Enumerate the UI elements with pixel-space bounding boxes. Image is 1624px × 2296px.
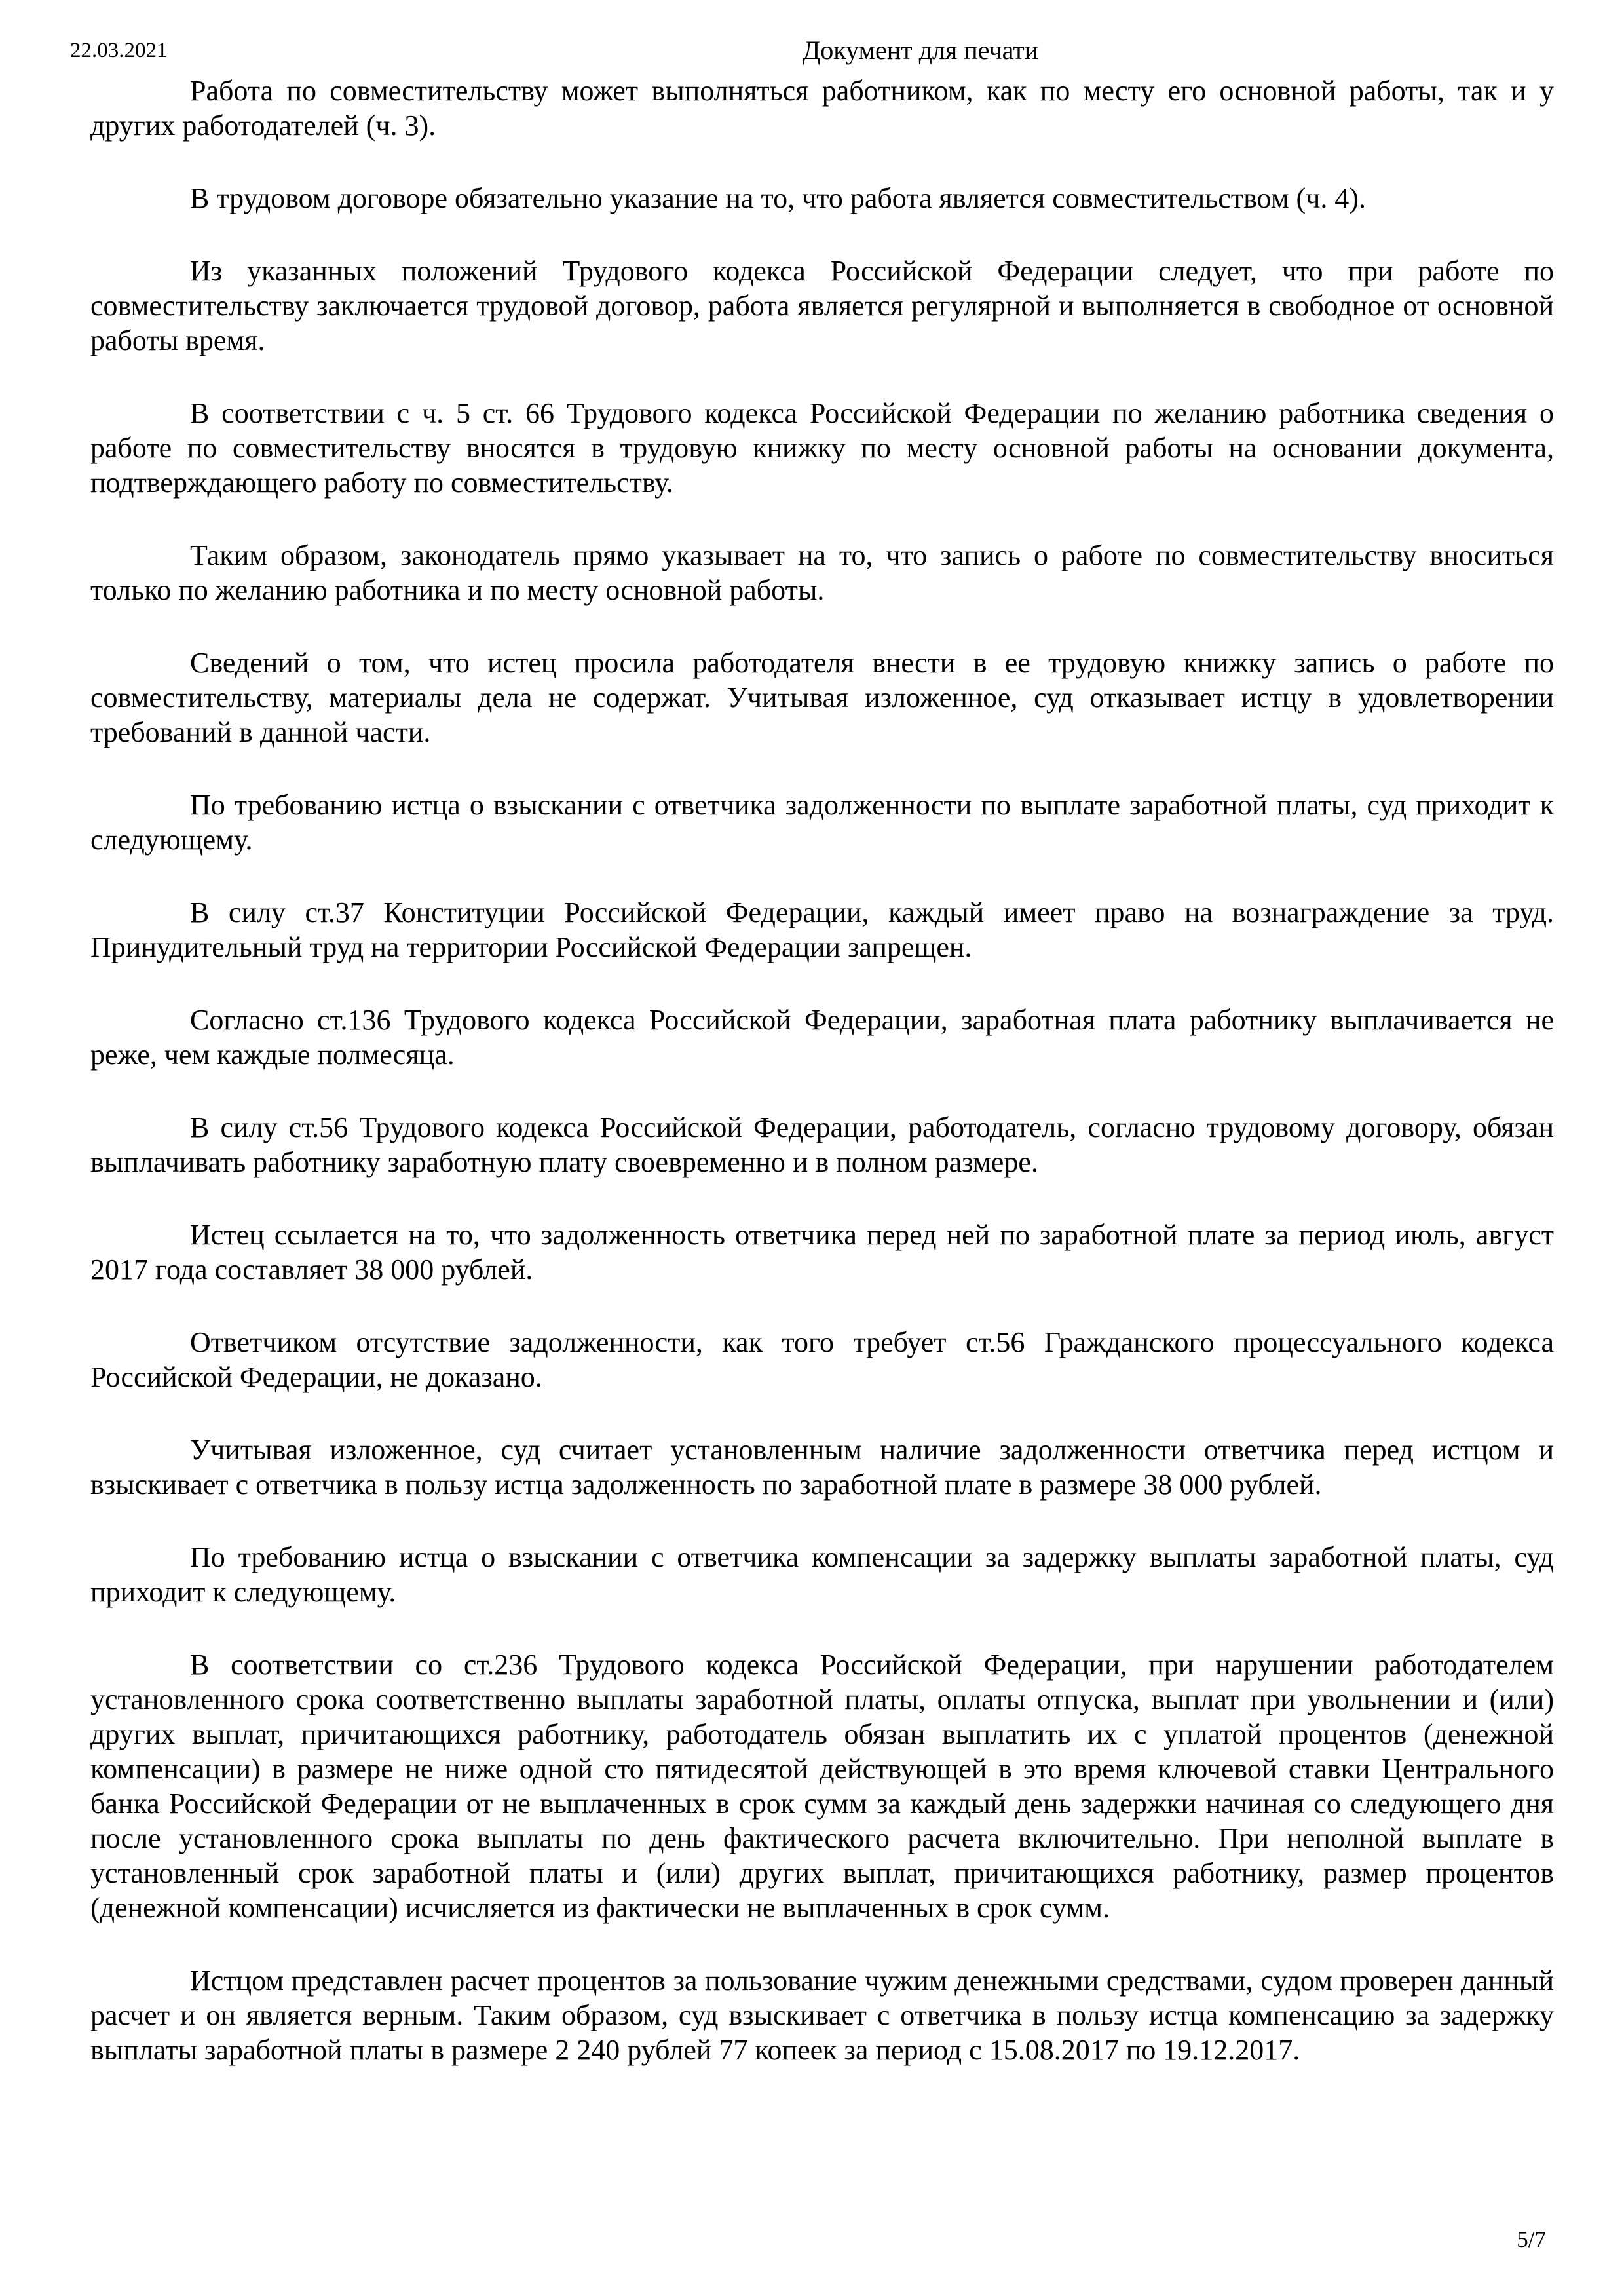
paragraph: Таким образом, законодатель прямо указывает на то, что запись о работе по совместительству вноситься только по желанию работника и по месту основной работы.: [90, 539, 1554, 606]
paragraph: Истцом представлен расчет процентов за пользование чужим денежными средствами, судом проверен данный расчет и он является верным. Таким образом, суд взыскивает с ответчика в пользу истца компенсацию за задержку выплаты заработной платы в размере 2 240 рублей 77 копеек за период с 15.08.2017 по 19.12.2017.: [90, 1964, 1554, 2066]
document-body: [90, 73, 1554, 2105]
paragraph: В силу ст.56 Трудового кодекса Российской Федерации, работодатель, согласно трудовому договору, обязан выплачивать работнику заработную плату своевременно и в полном размере.: [90, 1111, 1554, 1178]
paragraph: Ответчиком отсутствие задолженности, как того требует ст.56 Гражданского процессуального кодекса Российской Федерации, не доказано.: [90, 1326, 1554, 1393]
paragraph: Работа по совместительству может выполняться работником, как по месту его основной работы, так и у других работодателей (ч. 3).: [90, 75, 1554, 142]
paragraph: Из указанных положений Трудового кодекса Российской Федерации следует, что при работе по совместительству заключается трудовой договор, работа является регулярной и выполняется в свободное от основной работы время.: [90, 255, 1554, 356]
paragraph: В трудовом договоре обязательно указание на то, что работа является совместительством (ч. 4).: [190, 182, 1366, 214]
paragraph: Сведений о том, что истец просила работодателя внести в ее трудовую книжку запись о работе по совместительству, материалы дела не содержат. Учитывая изложенное, суд отказывает истцу в удовлетворении требований в данной части.: [90, 647, 1554, 748]
print-header: [0, 0, 1624, 72]
paragraph: В силу ст.37 Конституции Российской Федерации, каждый имеет право на вознаграждение за труд. Принудительный труд на территории Российской Федерации запрещен.: [90, 896, 1554, 963]
paragraph: Согласно ст.136 Трудового кодекса Российской Федерации, заработная плата работнику выплачивается не реже, чем каждые полмесяца.: [90, 1004, 1554, 1071]
paragraph: Учитывая изложенное, суд считает установленным наличие задолженности ответчика перед истцом и взыскивает с ответчика в пользу истца задолженность по заработной плате в размере 38 000 рублей.: [90, 1434, 1554, 1501]
header-title: Документ для печати: [803, 35, 1039, 65]
paragraph: В соответствии со ст.236 Трудового кодекса Российской Федерации, при нарушении работодателем установленного срока соответственно выплаты заработной платы, оплаты отпуска, выплат при увольнении и (или) других выплат, причитающихся работнику, работодатель обязан выплатить их с уплатой процентов (денежной компенсации) в размере не ниже одной сто пятидесятой действующей в это время ключевой ставки Центрального банка Российской Федерации от не выплаченных в срок сумм за каждый день задержки начиная со следующего дня после установленного срока выплаты по день фактического расчета включительно. При неполной выплате в установленный срок заработной платы и (или) других выплат, причитающихся работнику, размер процентов (денежной компенсации) исчисляется из фактически не выплаченных в срок сумм.: [90, 1649, 1554, 1924]
paragraph: В соответствии с ч. 5 ст. 66 Трудового кодекса Российской Федерации по желанию работника сведения о работе по совместительству вносятся в трудовую книжку по месту основной работы на основании документа, подтверждающего работу по совместительству.: [90, 397, 1554, 499]
paragraph: По требованию истца о взыскании с ответчика компенсации за задержку выплаты заработной платы, суд приходит к следующему.: [90, 1541, 1554, 1608]
page-number: 5/7: [1517, 2227, 1546, 2252]
print-footer: [90, 2227, 1546, 2253]
paragraph: По требованию истца о взыскании с ответчика задолженности по выплате заработной платы, суд приходит к следующему.: [90, 789, 1554, 856]
header-date: 22.03.2021: [70, 39, 168, 62]
paragraph: Истец ссылается на то, что задолженность ответчика перед ней по заработной плате за период июль, август 2017 года составляет 38 000 рублей.: [90, 1219, 1554, 1286]
